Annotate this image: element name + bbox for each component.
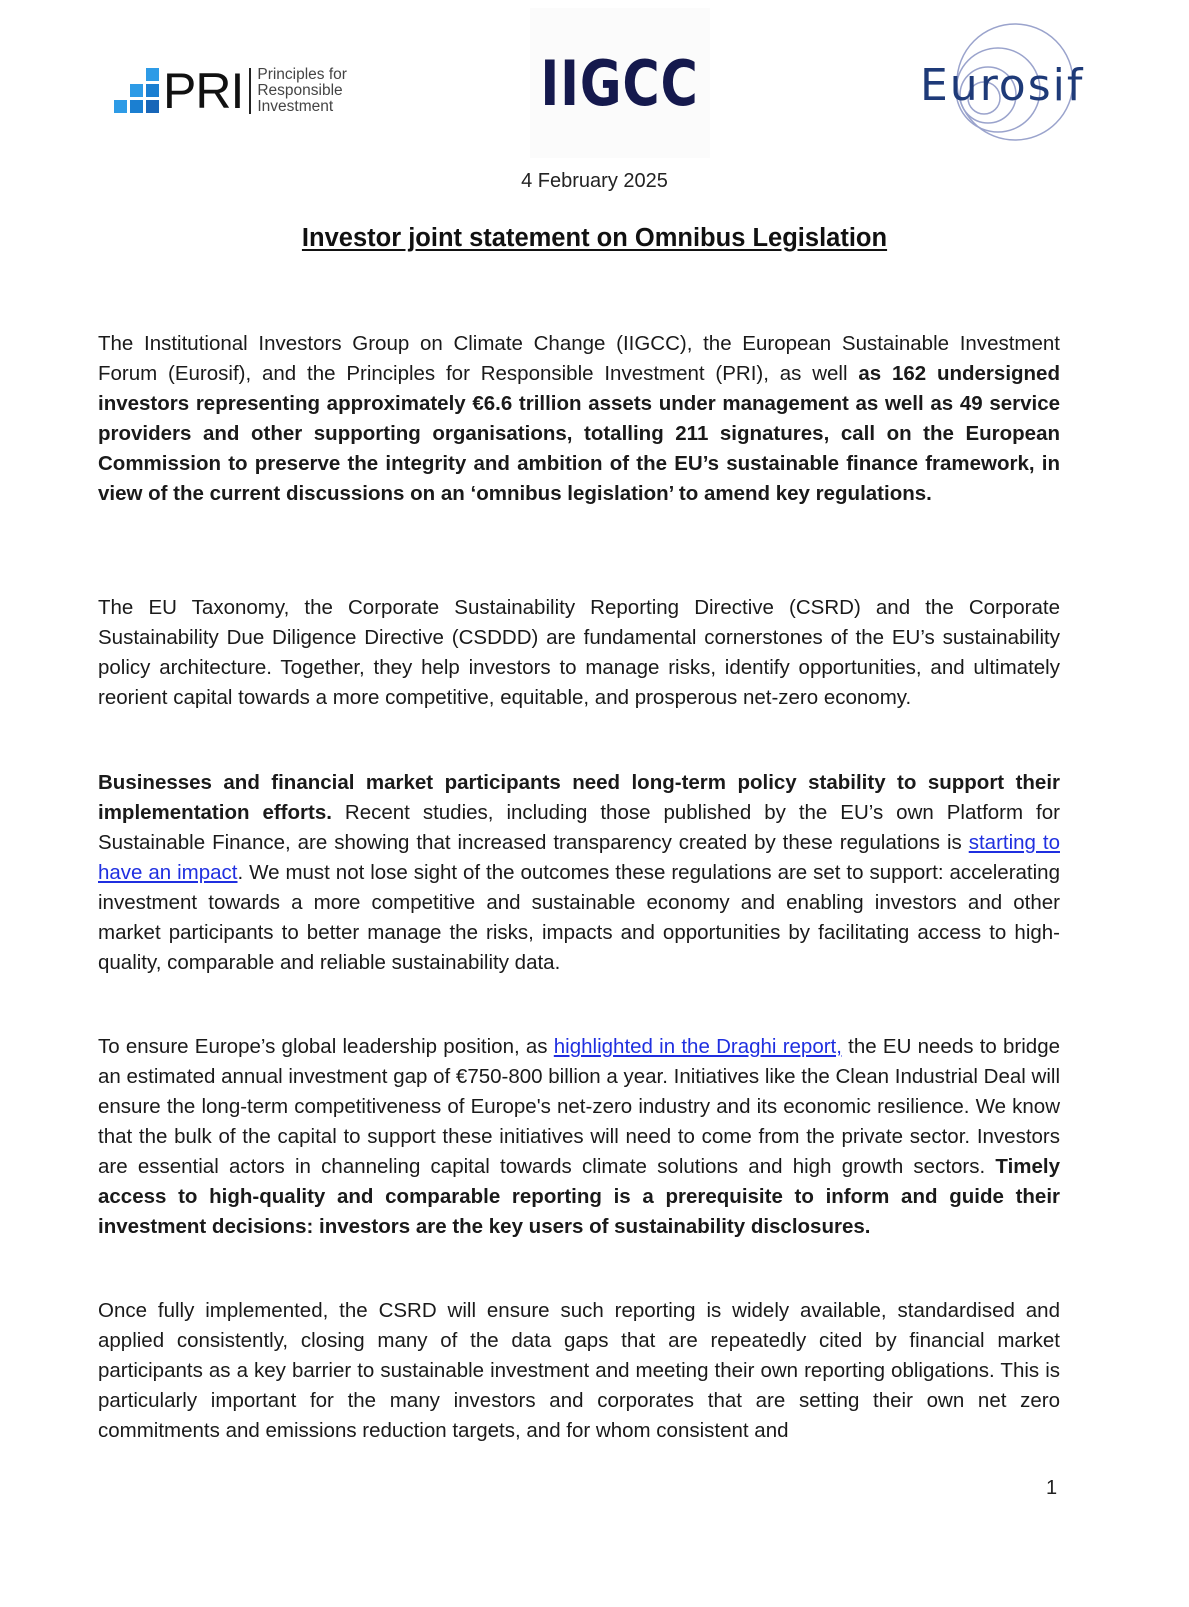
text-run: Once fully implemented, the CSRD will ensure such reporting is widely available, standardised and applied consistently, closing many of the data gaps that are repeatedly cited by financial market participants as a key barrier to sustainable investment and meeting their own reporting obligations. This is particularly important for the many investors and corporates that are setting their own net zero commitments and emissions reduction targets, and for whom consistent and	[98, 1299, 1060, 1442]
text-run: To ensure Europe’s global leadership position, as	[98, 1035, 554, 1058]
paragraph-eu-framework	[98, 593, 1060, 713]
iigcc-logo	[530, 8, 710, 158]
text-run: . We must not lose sight of the outcomes these regulations are set to support: accelerating investment towards a more competitive and sustainable economy and enabling investors and other market participants to better manage the risks, impacts and opportunities by facilitating access to high-quality, comparable and reliable sustainability data.	[98, 861, 1060, 974]
pri-logo	[113, 63, 347, 119]
pri-squares-icon	[113, 68, 159, 114]
page-number: 1	[1046, 1477, 1058, 1499]
pri-logo-line: Responsible	[257, 82, 343, 99]
paragraph-text	[98, 329, 1060, 509]
text-run: Recent studies, including those published by the EU’s own Platform for Sustainable Finance, are showing that increased transparency created by these regulations is	[98, 801, 1060, 854]
text-run: the EU needs to bridge an estimated annual investment gap of €750-800 billion a year. Initiatives like the Clean Industrial Deal will ensure the long-term competitiveness of Europe's net-zero industry and its economic resilience. We know that the bulk of the capital to support these initiatives will need to come from the private sector. Investors are essential actors in channeling capital towards climate solutions and high growth sectors.	[98, 1035, 1060, 1178]
pri-logo-line: Principles for	[257, 66, 347, 83]
eurosif-logo	[920, 20, 1090, 145]
paragraph-policy-stability	[98, 768, 1060, 978]
paragraph-csrd	[98, 1296, 1060, 1446]
document-date: 4 February 2025	[521, 170, 668, 192]
pri-logo-mark: PRI	[163, 63, 244, 119]
paragraph-text	[98, 1032, 1060, 1242]
paragraph-text	[98, 593, 1060, 713]
bold-text-run: Timely access to high-quality and comparable reporting is a prerequisite to inform and guide their investment decisions: investors are the key users of sustainability disclosures.	[98, 1155, 1060, 1238]
paragraph-investment-gap	[98, 1032, 1060, 1242]
starting-to-have-an-impact-link[interactable]: starting to have an impact	[98, 831, 1060, 884]
bold-text-run: as 162 undersigned investors representing approximately €6.6 trillion assets under management as well as 49 service providers and other supporting organisations, totalling 211 signatures	[98, 362, 1060, 445]
iigcc-logo-mark: IIGCC	[540, 46, 700, 120]
text-run: The EU Taxonomy, the Corporate Sustainability Reporting Directive (CSRD) and the Corporate Sustainability Due Diligence Directive (CSDDD) are fundamental cornerstones of the EU’s sustainability policy architecture. Together, they help investors to manage risks, identify opportunities, and ultimately reorient capital towards a more competitive, equitable, and prosperous net-zero economy.	[98, 596, 1060, 709]
paragraph-text	[98, 1296, 1060, 1446]
pri-logo-line: Investment	[257, 98, 334, 115]
document-title: Investor joint statement on Omnibus Legislation	[301, 224, 888, 252]
paragraph-intro	[98, 329, 1060, 509]
pri-logo-divider	[249, 68, 251, 114]
draghi-report-link[interactable]: highlighted in the Draghi report,	[553, 1035, 842, 1058]
eurosif-logo-mark: Eurosif	[920, 60, 1085, 111]
bold-text-run: Businesses and financial market participants need long-term policy stability to support their implementation efforts.	[98, 771, 1060, 824]
text-run: The Institutional Investors Group on Climate Change (IIGCC), the European Sustainable Investment Forum (Eurosif), and the Principles for Responsible Investment (PRI), as well	[98, 332, 1060, 385]
paragraph-text	[98, 768, 1060, 978]
bold-text-run: , in view of the current discussions on an ‘omnibus legislation’ to amend key regulations.	[98, 452, 1060, 505]
pri-logo-text	[257, 67, 347, 115]
bold-text-run: , call on the European Commission to preserve the integrity and ambition of the EU’s sustainable finance framework	[98, 422, 1061, 475]
